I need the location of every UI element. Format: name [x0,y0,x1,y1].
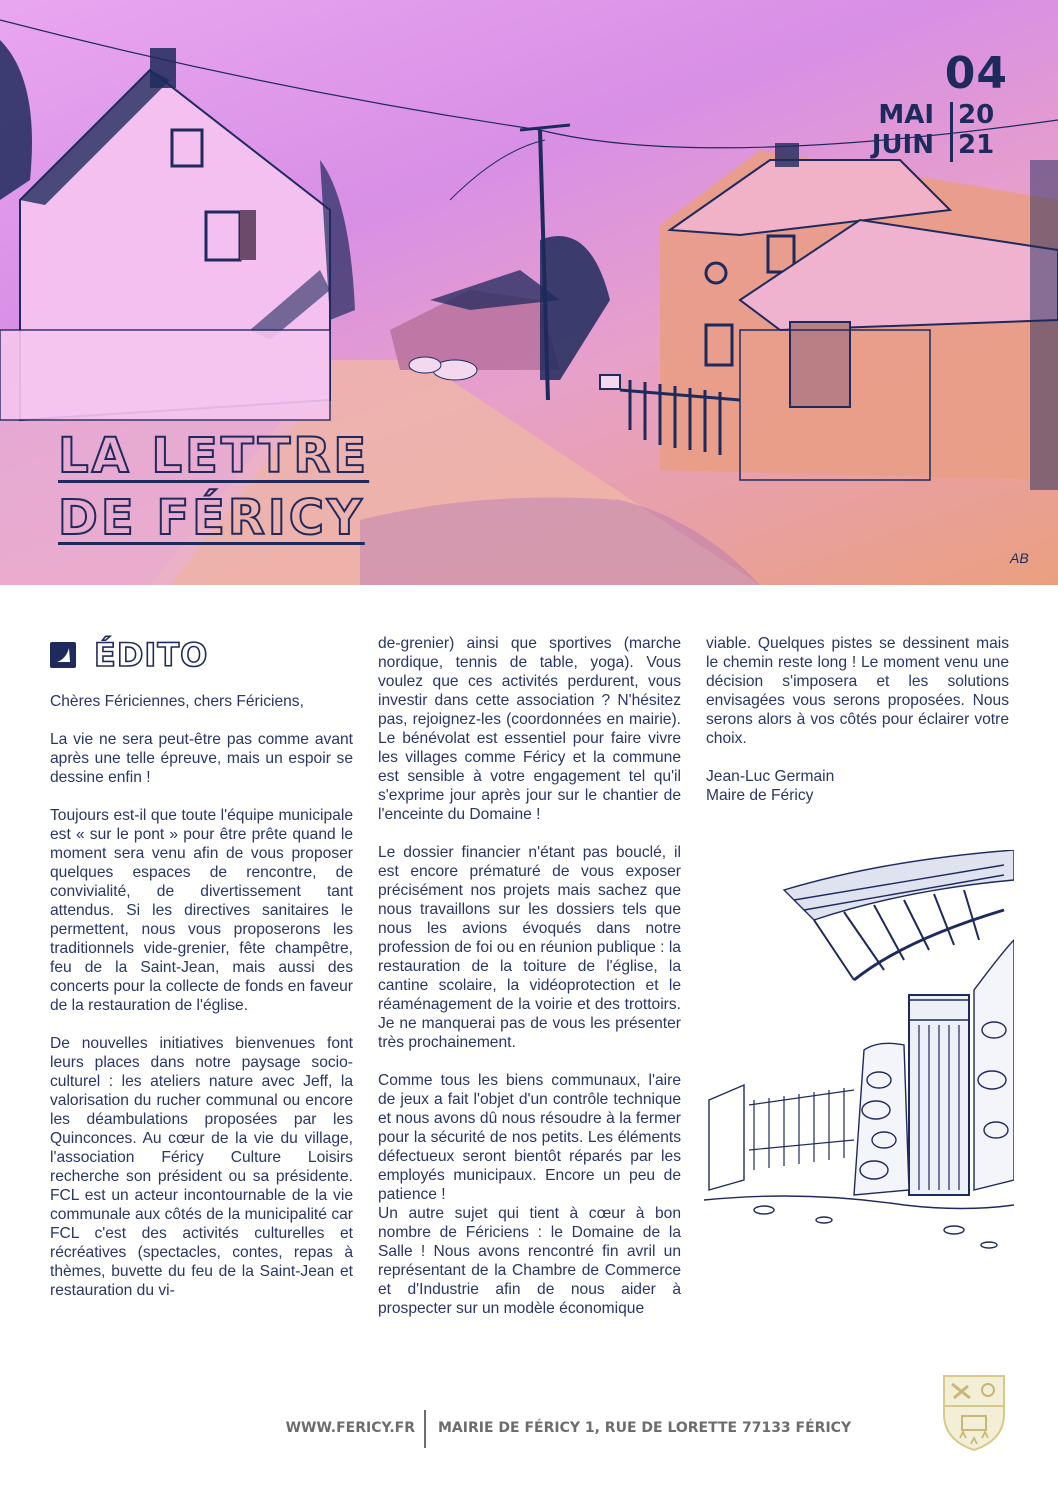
footer [0,1410,1058,1450]
issue-number: 04 [944,48,1008,99]
edito-column-1 [50,692,353,1319]
crest-icon [940,1372,1008,1452]
issue-year-start: 20 [958,100,995,130]
paragraph: La vie ne sera peut-être pas comme avant après une telle épreuve, mais un espoir se dessine enfin ! [50,731,353,786]
signature-block [706,767,1009,805]
mairie-address: MAIRIE DE FÉRICY 1, RUE DE LORETTE 77133 FÉRICY [438,1420,852,1436]
artist-signature: AB [1010,550,1029,566]
masthead-line-2: DE FÉRICY [58,490,365,546]
paragraph: Un autre sujet qui tient à cœur à bon nombre de Fériciens : le Domaine de la Salle ! Nous avons rencontré fin avril un représentant de la Chambre de Commerce et d'Industrie afin de nous aider à prospecter sur un modèle économique [378,1205,681,1317]
issue-year-end: 21 [958,130,995,160]
edito-column-2 [378,634,681,1337]
paragraph: Comme tous les biens communaux, l'aire de jeux a fait l'objet d'un contrôle technique et nous avons dû nous résoudre à la fermer pour la sécurité de nos petits. Les éléments défectueux seront bientôt réparés par les employés municipaux. Encore un peu de patience ! [378,1072,681,1203]
paragraph: viable. Quelques pistes se dessinent mais le chemin reste long ! Le moment venu une décision s'imposera et les solutions envisagées vous serons proposées. Nous serons alors à vos côtés pour éclairer votre choix. [706,635,1009,747]
signer-role: Maire de Féricy [706,787,814,804]
paragraph: Le dossier financier n'étant pas bouclé, il est encore prématuré de vous exposer précisément nos projets mais sachez que nous travaillons sur les dossiers tels que nous les avions évoqués dans notre profession de foi ou en réunion publique : la restauration de la toiture de l'église, la cantine scolaire, la vidéoprotection et le réaménagement de la voirie et des trottoirs. Je ne manquerai pas de vous les présenter très prochainement. [378,844,681,1051]
masthead-title [58,425,369,549]
signer-name: Jean-Luc Germain [706,768,835,785]
paragraph: De nouvelles initiatives bienvenues font leurs places dans notre paysage socio-culturel : les ateliers nature avec Jeff, la valorisation du rucher communal ou encore les déambulations proposées par les Quinconces. Au cœur de la vie du village, l'association Féricy Culture Loisirs recherche son président ou sa présidente. FCL est un acteur incontournable de la vie communale aux côtés de la municipalité car FCL c'est des activités culturelles et récréatives (spectacles, contes, repas à thèmes, buvette du feu de la Saint-Jean et restauration du vi- [50,1035,353,1299]
cover-illustration [0,0,1058,585]
masthead-line-1: LA LETTRE [58,428,370,484]
edito-title: ÉDITO [94,636,209,674]
edito-icon [50,642,76,668]
issue-years [958,100,994,160]
paragraph: de-grenier) ainsi que sportives (marche nordique, tennis de table, yoga). Vous voulez que ces activités perdurent, vous investir dans cette association ? N'hésitez pas, rejoignez-les (coordonnées en mairie). Le bénévolat est essentiel pour faire vivre les villages comme Féricy et la commune est sensible à votre engagement tel qu'il s'exprime jour après jour sur le chantier de l'enceinte du Domaine ! [378,635,681,823]
issue-month-end: JUIN [871,130,934,160]
website-link[interactable]: WWW.FERICY.FR [285,1420,415,1436]
edito-column-3 [706,634,1009,824]
issue-dates [871,100,1016,166]
date-divider [950,102,953,162]
issue-months [872,100,934,160]
footer-divider [424,1410,426,1448]
paragraph: Toujours est-il que toute l'équipe municipale est « sur le pont » pour être prête quand le moment sera venu afin de vous proposer quelques espaces de rencontre, de convivialité, de divertissement tant attendus. Si les directives sanitaires le permettent, nous vous proposerons les traditionnels vide-grenier, fête champêtre, feu de la Saint-Jean, mais aussi des concerts pour la collecte de fonds en faveur de la restauration de l'église. [50,807,353,1014]
issue-month-start: MAI [878,100,934,130]
gate-sketch-illustration [704,850,1014,1250]
greeting: Chères Fériciennes, chers Fériciens, [50,693,304,710]
